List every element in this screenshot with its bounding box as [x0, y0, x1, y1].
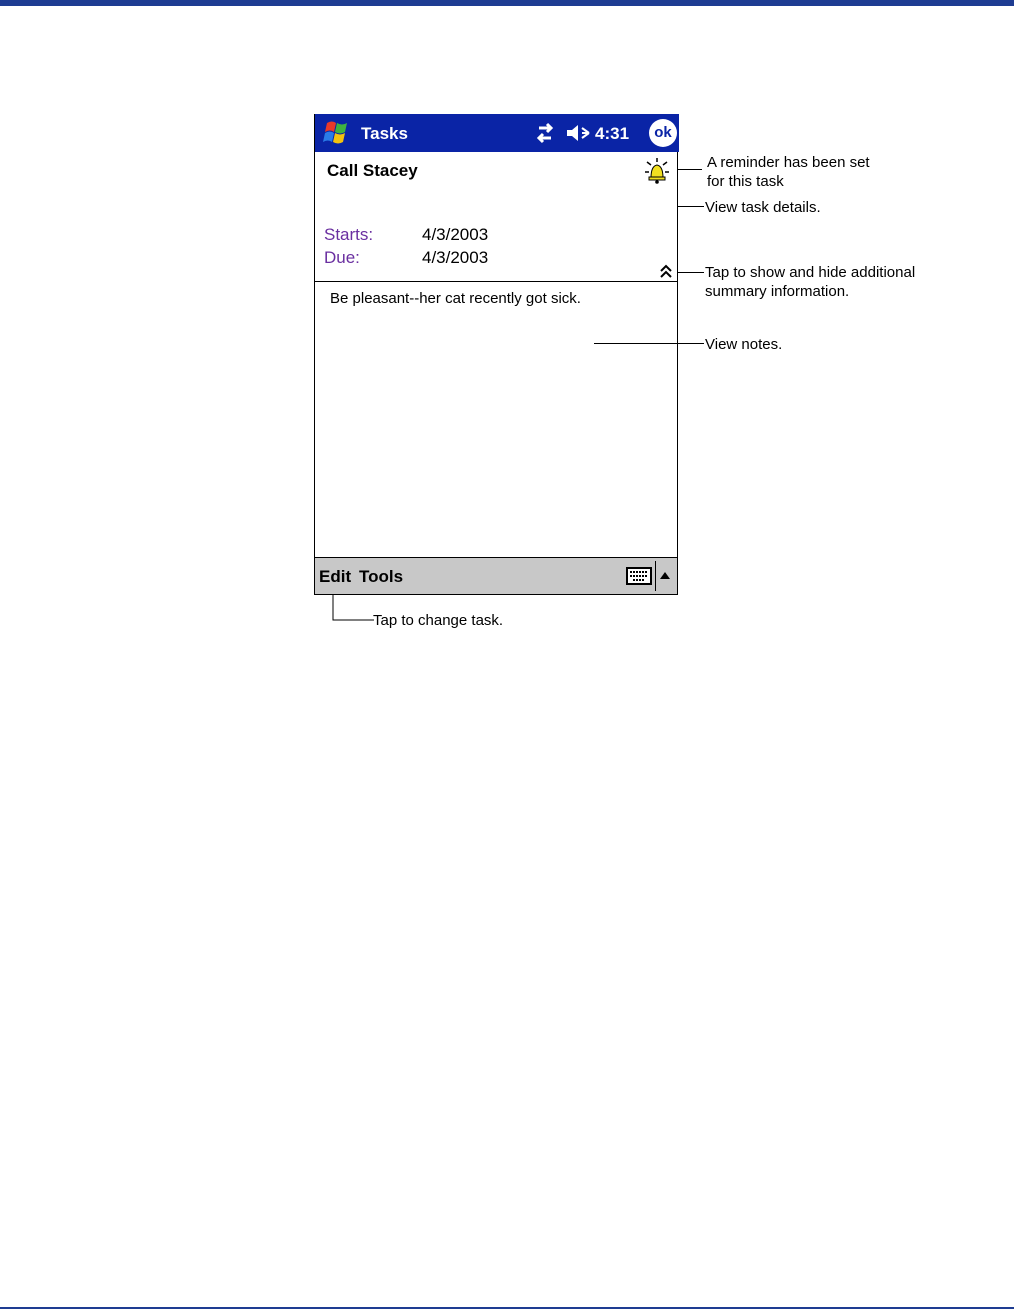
app-title: Tasks — [361, 124, 408, 143]
due-label[interactable]: Due: — [324, 248, 360, 267]
toggle-callout-line2: summary information. — [705, 283, 850, 300]
sync-icon[interactable] — [533, 122, 557, 144]
task-title: Call Stacey — [327, 161, 418, 180]
details-callout: View task details. — [705, 199, 821, 216]
page-top-rule — [0, 0, 1014, 6]
due-value[interactable]: 4/3/2003 — [422, 248, 489, 267]
title-bar — [315, 114, 679, 152]
notes-leader — [594, 343, 704, 344]
reminder-callout — [707, 153, 870, 191]
clock[interactable]: 4:31 — [595, 124, 630, 143]
reminder-leader — [678, 169, 702, 170]
details-leader — [678, 206, 704, 207]
edit-menu[interactable]: Edit — [319, 567, 352, 586]
summary-divider — [315, 281, 677, 282]
collapse-chevron-icon[interactable] — [659, 264, 673, 278]
keyboard-icon[interactable] — [626, 567, 652, 585]
toggle-callout-line1: Tap to show and hide additional — [705, 264, 916, 281]
task-notes[interactable]: Be pleasant--her cat recently got sick. — [330, 290, 581, 307]
reminder-bell-icon — [643, 158, 671, 184]
reminder-callout-line2: for this task — [707, 173, 784, 190]
speaker-muted-icon[interactable] — [565, 123, 591, 143]
starts-label[interactable]: Starts: — [324, 225, 374, 244]
ok-button[interactable]: ok — [649, 119, 677, 147]
toggle-callout — [705, 263, 915, 301]
pocket-pc-screen — [314, 114, 678, 595]
tools-menu[interactable]: Tools — [359, 567, 404, 586]
sip-divider — [655, 561, 656, 591]
toggle-leader — [677, 272, 704, 273]
change-task-callout: Tap to change task. — [373, 612, 504, 629]
sip-arrow-up-icon[interactable] — [658, 570, 672, 580]
starts-value[interactable]: 4/3/2003 — [422, 225, 489, 244]
reminder-callout-line1: A reminder has been set — [707, 154, 870, 171]
menu-bar — [315, 557, 677, 595]
page-bottom-rule — [0, 1307, 1014, 1309]
notes-callout: View notes. — [705, 336, 783, 353]
change-task-leader — [330, 594, 374, 624]
start-flag-icon[interactable] — [319, 117, 353, 149]
